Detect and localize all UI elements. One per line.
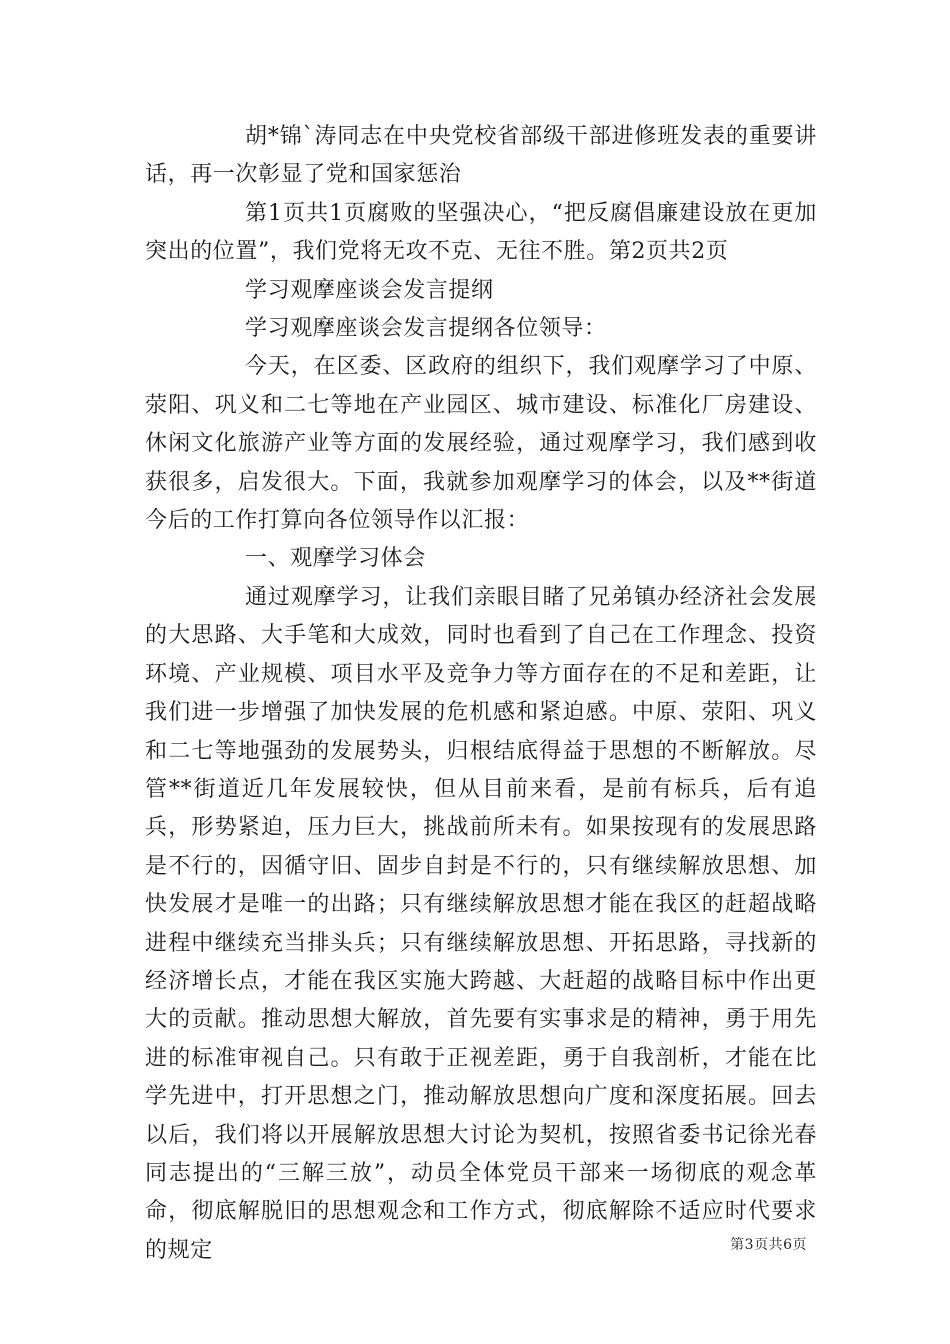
greeting-line: 学习观摩座谈会发言提纲各位领导：	[245, 316, 607, 342]
page-number: 第3页共6页	[730, 1237, 807, 1253]
paragraph-body: 通过观摩学习，让我们亲眼目睹了兄弟镇办经济社会发展的大思路、大手笔和大成效，同时也看到了自己在工作理念、投资环境、产业规模、项目水平及竞争力等方面存在的不足和差距，让我们进一步增强了加快发展的危机感和紧迫感。中原、荥阳、巩义和二七等地强劲的发展势头，归根结底得益于思想的不断解放。尽管**街道近几年发展较快，但从目前来看，是前有标兵，后有追兵，形势紧迫，压力巨大，挑战前所未有。如果按现有的发展思路是不行的，因循守旧、固步自封是不行的，只有继续解放思想、加快发展才是唯一的出路；只有继续解放思想才能在我区的赶超战略进程中继续充当排头兵；只有继续解放思想、开拓思路，寻找新的经济增长点，才能在我区实施大跨越、大赶超的战略目标中作出更大的贡献。推动思想大解放，首先要有实事求是的精神，勇于用先进的标准审视自己。只有敢于正视差距，勇于自我剖析，才能在比学先进中，打开思想之门，推动解放思想向广度和深度拓展。回去以后，我们将以开展解放思想大讨论为契机，按照省委书记徐光春同志提出的“三解三放”，动员全体党员干部来一场彻底的观念革命，彻底解脱旧的思想观念和工作方式，彻底解除不适应时代要求的规定	[145, 584, 817, 1263]
paragraph-opening: 今天，在区委、区政府的组织下，我们观摩学习了中原、荥阳、巩义和二七等地在产业园区、城市建设、标准化厂房建设、休闲文化旅游产业等方面的发展经验，通过观摩学习，我们感到收获很多，启发很大。下面，我就参加观摩学习的体会，以及**街道今后的工作打算向各位领导作以汇报：	[145, 354, 817, 534]
document-body	[145, 118, 817, 1270]
section-title: 学习观摩座谈会发言提纲	[245, 277, 494, 303]
paragraph-anti-corruption: 第1页共1页腐败的坚强决心，“把反腐倡廉建设放在更加突出的位置”，我们党将无攻不克、无往不胜。第2页共2页	[145, 200, 817, 265]
section-heading-1: 一、观摩学习体会	[245, 546, 426, 572]
paragraph-intro: 胡*锦`涛同志在中央党校省部级干部进修班发表的重要讲话，再一次彰显了党和国家惩治	[145, 124, 817, 188]
